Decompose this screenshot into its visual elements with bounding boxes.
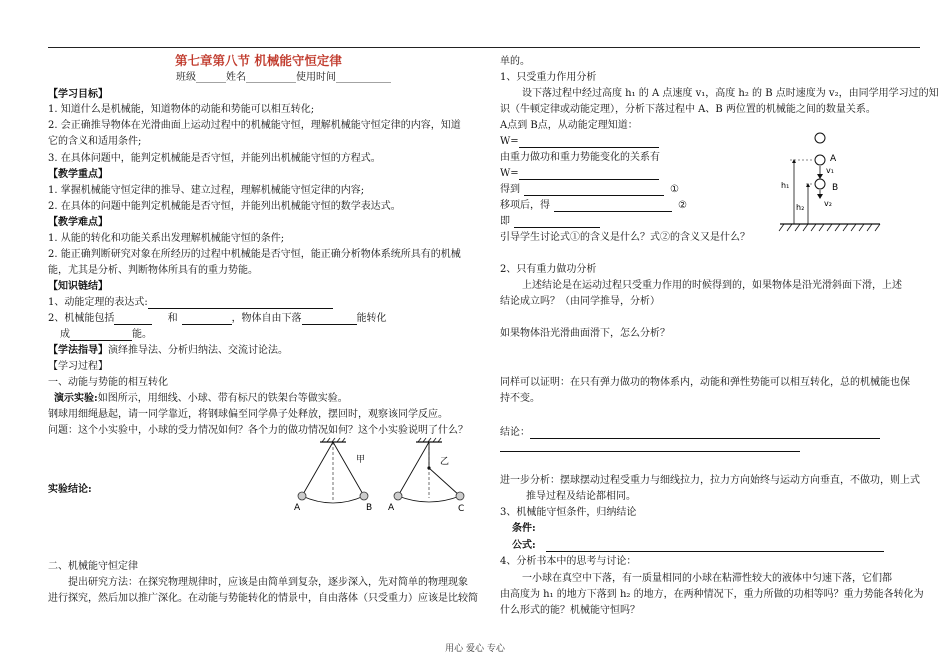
r-line-16: 同样可以证明：在只有弹力做功的物体系内，动能和弹性势能可以相互转化，总的机械能也保 <box>500 377 910 388</box>
figure-label-a2: A <box>388 503 395 513</box>
r-section-3: 3、机械能守恒条件，归纳结论 <box>500 507 637 518</box>
work-label-1: W= <box>500 136 519 147</box>
pendulum-figure <box>288 436 468 514</box>
method-line-1: 提出研究方法：在探究物理规律时，应该是由简单到复杂，逐步深入，先对简单的物理现象 <box>68 577 468 588</box>
student-info-line: 班级______姓名__________使用时间___________ <box>176 72 391 83</box>
r-line-7 <box>500 168 659 180</box>
r-line-3: 识（牛顿定律或动能定理），分析下落过程中 A、B 两位置的机械能之间的数量关系。 <box>500 104 876 115</box>
difficulty-heading: 【教学难点】 <box>48 217 108 228</box>
link-1 <box>48 297 333 309</box>
link-2-label-e: 成 <box>60 329 70 340</box>
r-line-8 <box>500 184 679 196</box>
r-line-0: 单的。 <box>500 56 530 67</box>
link-2-label-d: 能转化 <box>356 313 387 324</box>
r-formula <box>512 540 884 552</box>
blank-line[interactable] <box>114 314 152 325</box>
figure-label-h2: h₂ <box>796 203 805 212</box>
goal-2a: 2. 会正确推导物体在光滑曲面上运动过程中的机械能守恒，理解机械能守恒定律的内容，知道 <box>48 120 461 131</box>
figure-label-a: A <box>830 154 837 164</box>
r-section-1: 1、只受重力作用分析 <box>500 72 597 83</box>
link-2-label-b: 和 <box>167 313 178 324</box>
figure-label-b: B <box>832 183 839 193</box>
work-label-2: W= <box>500 168 519 179</box>
page-title: 第七章第八节 机械能守恒定律 <box>175 53 342 68</box>
header-rule <box>48 47 920 48</box>
page-footer: 用心 爱心 专心 <box>445 644 505 654</box>
figure-label-b: B <box>366 503 373 513</box>
r-line-19: 进一步分析：摆球摆动过程受重力与细线拉力，拉力方向始终与运动方向垂直，不做功，则上式 <box>500 475 920 486</box>
difficulty-1: 1. 从能的转化和功能关系出发理解机械能守恒的条件; <box>48 233 285 244</box>
link-2 <box>48 313 387 325</box>
key-1: 1. 掌握机械能守恒定律的推导、建立过程，理解机械能守恒定律的内容; <box>48 185 365 196</box>
blank-line[interactable] <box>514 217 600 228</box>
blank-line[interactable] <box>70 330 132 341</box>
blank-line[interactable] <box>302 314 357 325</box>
blank-line[interactable] <box>500 441 800 452</box>
r-line-20: 推导过程及结论都相同。 <box>526 491 636 502</box>
figure-label-c: C <box>458 504 465 514</box>
r-line-26: 由高度为 h₁ 的地方下落到 h₂ 的地方，在两种情况下，重力所做的功相等吗？重力势能各转化为 <box>500 589 924 600</box>
link-heading: 【知识链结】 <box>48 281 108 292</box>
blank-line[interactable] <box>554 201 672 212</box>
r-line-5 <box>500 136 659 148</box>
figure-label-v2: v₂ <box>824 199 832 208</box>
formula-label: 公式: <box>512 540 536 551</box>
demo-text: 如图所示，用细线、小球、带有标尺的铁架台等做实验。 <box>97 393 348 404</box>
goal-heading: 【学习目标】 <box>48 89 108 100</box>
conclusion-label: 结论： <box>500 427 530 438</box>
derive-label: 得到 <box>500 184 520 195</box>
r-line-14: 结论成立吗？（由同学推导，分析） <box>500 296 660 307</box>
key-2: 2. 在具体的问题中能判定机械能是否守恒，并能列出机械能守恒的数学表达式。 <box>48 201 401 212</box>
goal-1: 1. 知道什么是机械能，知道物体的动能和势能可以相互转化; <box>48 104 315 115</box>
condition-label: 条件: <box>512 523 536 534</box>
demo-line <box>54 393 348 405</box>
blank-line[interactable] <box>546 541 884 552</box>
r-line-17: 持不变。 <box>500 393 540 404</box>
r-section-2: 2、只有重力做功分析 <box>500 264 597 275</box>
r-line-13: 上述结论是在运动过程只受重力作用的时候得到的，如果物体是沿光滑斜面下滑，上述 <box>522 280 902 291</box>
figure-label-jia: 甲 <box>356 455 366 465</box>
figure-label-v1: v₁ <box>826 166 834 175</box>
guide-line <box>48 345 288 357</box>
blank-line[interactable] <box>148 298 333 309</box>
rearrange-label: 移项后，得 <box>500 200 550 211</box>
r-line-15: 如果物体沿光滑曲面滑下，怎么分析？ <box>500 328 670 339</box>
link-2-label-f: 能。 <box>132 329 152 340</box>
section-1-heading: 一、动能与势能的相互转化 <box>48 377 168 388</box>
guide-text: 演绎推导法、分析归纳法、交流讨论法。 <box>108 345 288 356</box>
figure-label-yi: 乙 <box>440 457 450 467</box>
method-line-2: 进行探究，然后加以推广深化。在动能与势能转化的情景中，自由落体（只受重力）应该是比较简 <box>48 593 478 604</box>
goal-3: 3. 在具体问题中，能判定机械能是否守恒，并能列出机械能守恒的方程式。 <box>48 153 381 164</box>
link-2-label-c: ，物体自由下落 <box>231 313 302 324</box>
conclusion-label: 实验结论: <box>48 484 92 495</box>
r-line-4: A点到 B点，从动能定理知道： <box>500 120 638 131</box>
blank-line[interactable] <box>519 169 659 180</box>
r-conclusion <box>500 427 880 439</box>
process-heading: 【学习过程】 <box>48 361 108 372</box>
r-line-27: 什么形式的能？机械能守恒吗？ <box>500 605 640 616</box>
key-heading: 【教学重点】 <box>48 169 108 180</box>
blank-line[interactable] <box>530 428 880 439</box>
r-section-4: 4、分析书本中的思考与讨论： <box>500 556 637 567</box>
r-line-6: 由重力做功和重力势能变化的关系有 <box>500 152 660 163</box>
eq-number-1: ① <box>670 184 679 195</box>
link-2-label-a: 2、机械能包括 <box>48 313 115 324</box>
blank-line[interactable] <box>182 314 232 325</box>
goal-2b: 它的含义和适用条件; <box>48 136 142 147</box>
guide-heading: 【学法指导】 <box>48 345 108 356</box>
r-line-25: 一小球在真空中下落，有一质量相同的小球在粘滞性较大的液体中匀速下落，它们都 <box>522 573 892 584</box>
r-line-11: 引导学生讨论式①的含义是什么？式②的含义又是什么？ <box>500 232 750 243</box>
eq-number-2: ② <box>678 200 687 211</box>
difficulty-2a: 2. 能正确判断研究对象在所经历的过程中机械能是否守恒，能正确分析物体系统所具有的机械 <box>48 249 461 260</box>
difficulty-2b: 能，尤其是分析、判断物体所具有的重力势能。 <box>48 265 258 276</box>
blank-line[interactable] <box>519 137 659 148</box>
link-1-label: 1、动能定理的表达式: <box>48 297 148 308</box>
blank-line[interactable] <box>524 185 664 196</box>
figure-label-h1: h₁ <box>781 181 790 190</box>
demo-description: 钢球用细绳悬起，请一同学靠近，将钢球偏至同学鼻子处释放，摆回时，观察该同学反应。 <box>48 409 448 420</box>
r-line-10 <box>500 216 600 228</box>
question-text: 问题：这个小实验中，小球的受力情况如何？各个力的做功情况如何？这个小实验说明了什么？ <box>48 425 468 436</box>
therefore-label: 即 <box>500 216 510 227</box>
free-fall-figure <box>776 128 886 240</box>
r-line-2: 设下落过程中经过高度 h₁ 的 A 点速度 v₁，高度 h₂ 的 B 点时速度为 v₂，由同学用学习过的知 <box>522 88 939 99</box>
section-2-heading: 二、机械能守恒定律 <box>48 561 138 572</box>
link-2-cont <box>60 329 152 341</box>
figure-label-a1: A <box>294 503 301 513</box>
demo-label: 演示实验: <box>54 393 98 404</box>
r-line-9 <box>500 200 687 212</box>
